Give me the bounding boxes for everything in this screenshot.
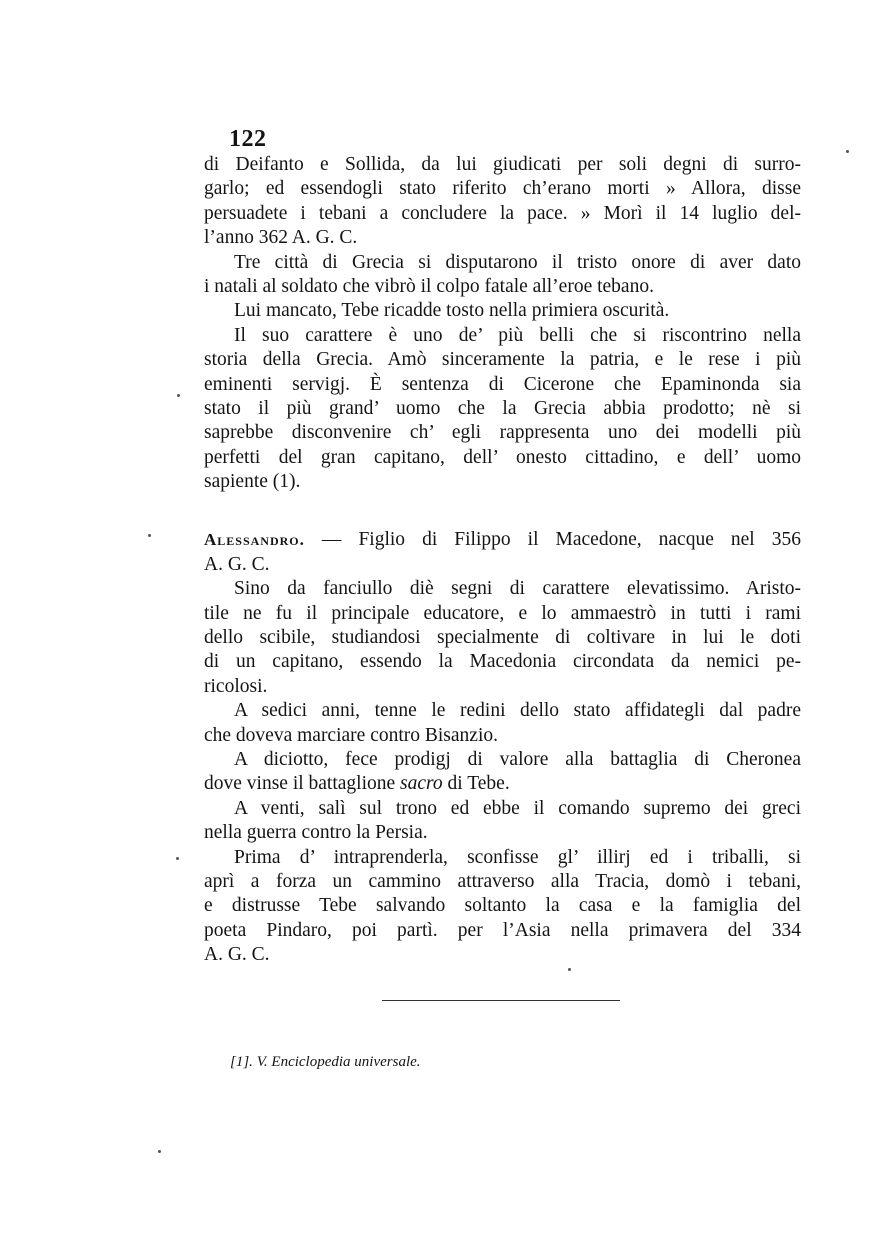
- text-line: l’anno 362 A. G. C.: [204, 227, 358, 249]
- text-line: nella guerra contro la Persia.: [204, 822, 428, 844]
- text-line: [204, 772, 801, 796]
- text-line: garlo; ed essendogli stato riferito ch’erano morti » Allora, disse: [204, 178, 801, 200]
- scan-speck: [158, 1150, 161, 1153]
- text-line: saprebbe disconvenire ch’ egli rappresenta uno dei modelli più: [204, 422, 801, 444]
- text-line: eminenti servigj. È sentenza di Cicerone che Epaminonda sia: [204, 373, 801, 395]
- text-line: e distrusse Tebe salvando soltanto la casa e la famiglia del: [204, 895, 801, 917]
- entry-heading-dash: —: [321, 529, 342, 551]
- scan-speck: [176, 857, 179, 860]
- entry-heading-text: Figlio di Filippo il Macedone, nacque nel 356: [358, 529, 801, 551]
- text-line: aprì a forza un cammino attraverso alla Tracia, domò i tebani,: [204, 870, 801, 892]
- text-line: A sedici anni, tenne le redini dello stato affidategli dal padre: [234, 700, 801, 722]
- text-line: poeta Pindaro, poi partì. per l’Asia nella primavera del 334: [204, 919, 801, 941]
- text-fragment: dove vinse il battaglione: [204, 773, 401, 795]
- text-line: A diciotto, fece prodigj di valore alla battaglia di Cheronea: [234, 748, 801, 770]
- text-line: di Deifanto e Sollida, da lui giudicati per soli degni di surro-: [204, 154, 801, 175]
- footnote-text: V. Enciclopedia universale.: [256, 1054, 421, 1070]
- footnote-rule: [382, 1000, 620, 1001]
- text-line: Lui mancato, Tebe ricadde tosto nella primiera oscurità.: [234, 300, 670, 322]
- text-line: di un capitano, essendo la Macedonia circondata da nemici pe-: [204, 651, 801, 673]
- scan-speck: [568, 968, 571, 971]
- text-line: stato il più grand’ uomo che la Grecia abbia prodotto; nè si: [204, 397, 801, 419]
- text-line: Sino da fanciullo diè segni di carattere elevatissimo. Aristo-: [234, 578, 801, 600]
- text-line: dello scibile, studiandosi specialmente di coltivare in lui le doti: [204, 627, 801, 649]
- text-line: A venti, salì sul trono ed ebbe il comando supremo dei greci: [234, 797, 801, 819]
- text-line: A. G. C.: [204, 944, 270, 966]
- text-line: Il suo carattere è uno de’ più belli che si riscontrino nella: [234, 324, 801, 346]
- text-line: A. G. C.: [204, 553, 270, 575]
- text-fragment: di Tebe.: [442, 773, 510, 795]
- text-line: storia della Grecia. Amò sinceramente la patria, e le rese i più: [204, 349, 801, 371]
- text-line: i natali al soldato che vibrò il colpo fatale all’eroe tebano.: [204, 275, 654, 297]
- text-line: sapiente (1).: [204, 471, 301, 493]
- page-number: 122: [229, 126, 267, 152]
- text-line: tile ne fu il principale educatore, e lo ammaestrò in tutti i rami: [204, 602, 801, 624]
- emphasized-word: sacro: [400, 773, 443, 795]
- entry-heading: [204, 528, 801, 552]
- section-gap: [204, 494, 801, 528]
- entry-heading-name: Alessandro.: [204, 530, 305, 550]
- text-line: Prima d’ intraprenderla, sconfisse gl’ illirj ed i triballi, si: [234, 846, 801, 868]
- scan-speck: [148, 534, 151, 537]
- text-line: ricolosi.: [204, 675, 268, 697]
- text-line: che doveva marciare contro Bisanzio.: [204, 724, 498, 746]
- text-line: perfetti del gran capitano, dell’ onesto cittadino, e dell’ uomo: [204, 446, 801, 468]
- body-text: [204, 153, 801, 968]
- footnote-mark: [1].: [230, 1054, 253, 1070]
- scan-speck: [846, 150, 849, 153]
- scan-speck: [177, 394, 180, 397]
- text-line: persuadete i tebani a concludere la pace. » Morì il 14 luglio del-: [204, 202, 801, 224]
- text-line: Tre città di Grecia si disputarono il tristo onore di aver dato: [234, 251, 801, 273]
- footnote: [230, 1054, 421, 1071]
